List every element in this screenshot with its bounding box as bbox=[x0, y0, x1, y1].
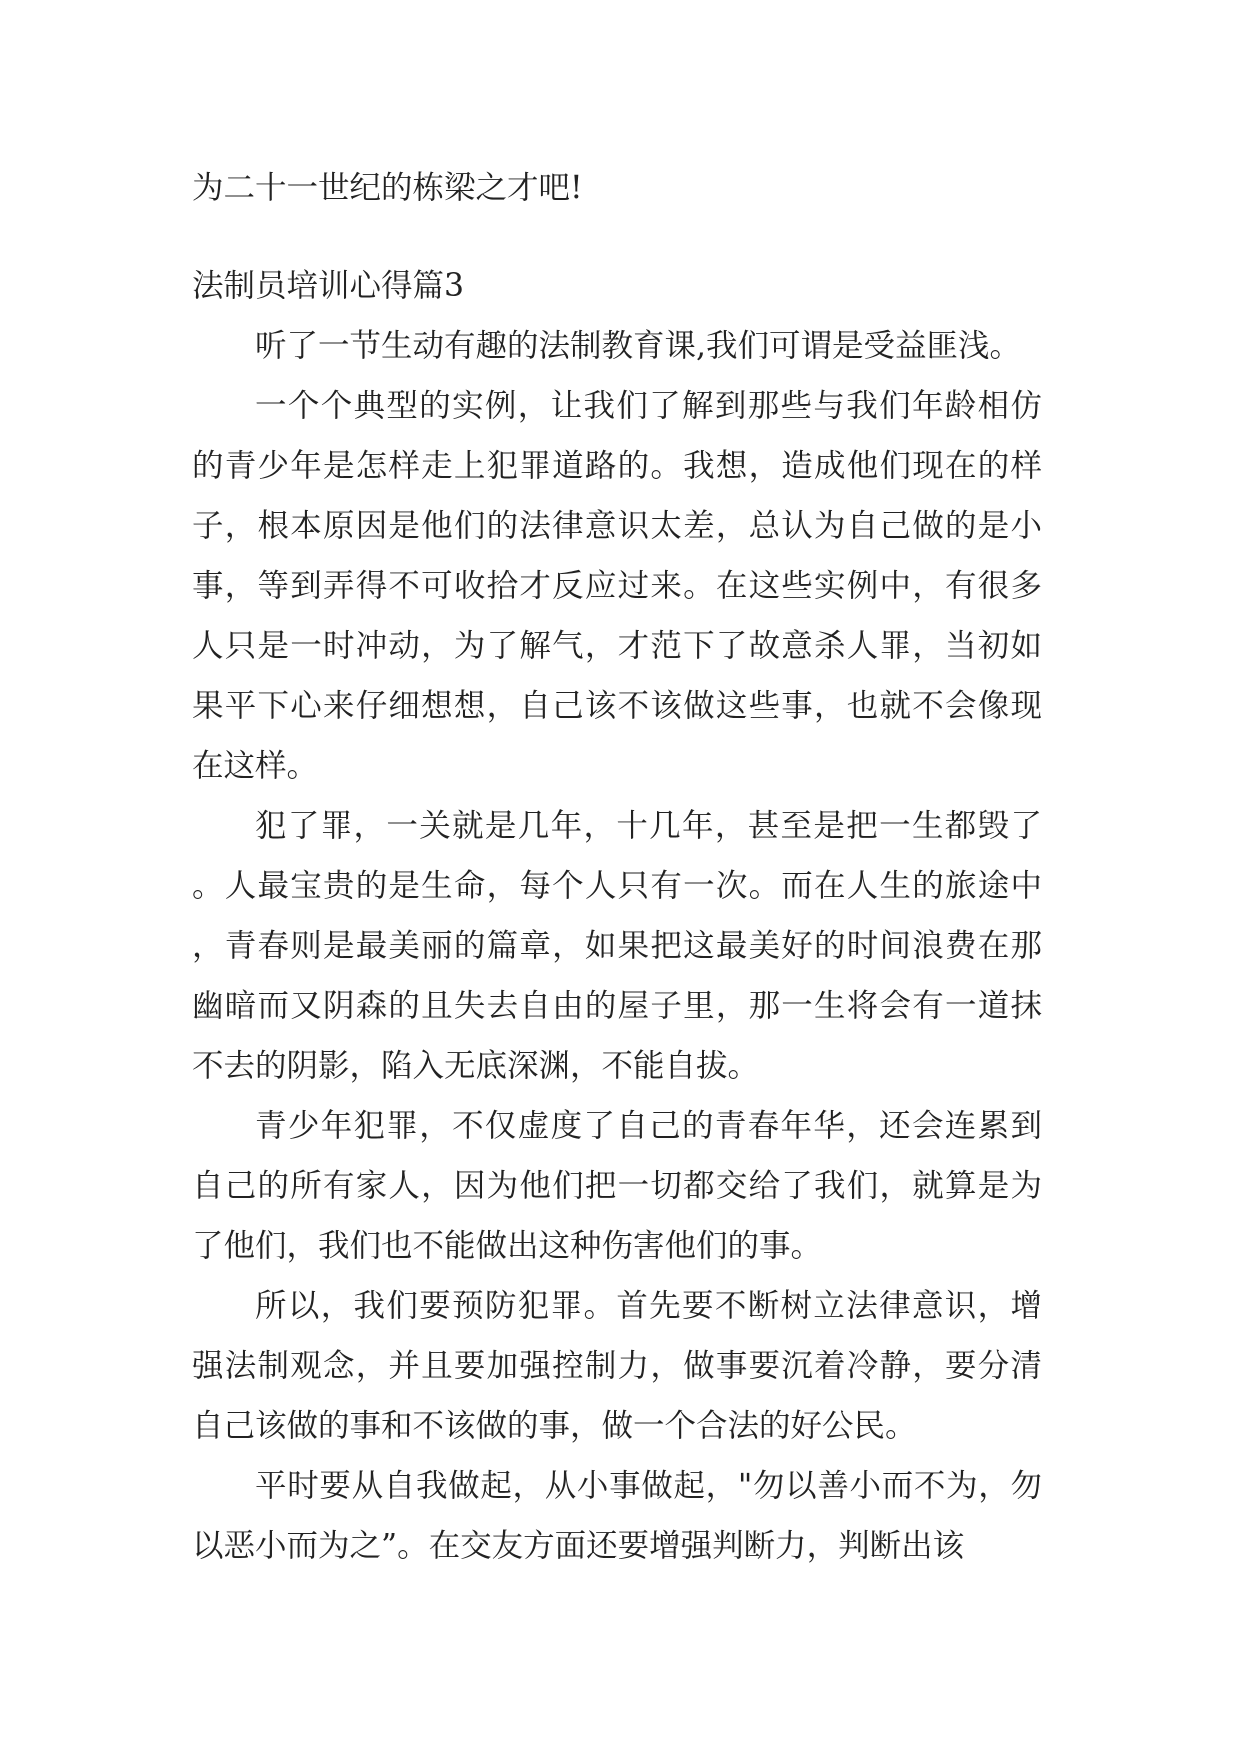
carry-over-text: 为二十一世纪的栋梁之才吧! bbox=[192, 170, 583, 206]
paragraph: 听了一节生动有趣的法制教育课,我们可谓是受益匪浅。 bbox=[255, 328, 1022, 364]
paragraph: 一个个典型的实例，让我们了解到那些与我们年龄相仿的青少年是怎样走上犯罪道路的。我想，造成他们现在的样子，根本原因是他们的法律意识太差，总认为自己做的是小事，等到弄得不可收拾才反应过来。在这些实例中，有很多人只是一时冲动，为了解气，才范下了故意杀人罪，当初如果平下心来仔细想想，自己该不该做这些事，也就不会像现在这样。 bbox=[192, 388, 1042, 784]
paragraph: 犯了罪，一关就是几年，十几年，甚至是把一生都毁了。人最宝贵的是生命，每个人只有一次。而在人生的旅途中，青春则是最美丽的篇章，如果把这最美好的时间浪费在那幽暗而又阴森的且失去自由的屋子里，那一生将会有一道抹不去的阴影，陷入无底深渊，不能自拔。 bbox=[192, 808, 1042, 1084]
section-title: 法制员培训心得篇3 bbox=[192, 268, 465, 304]
paragraph: 青少年犯罪，不仅虚度了自己的青春年华，还会连累到自己的所有家人，因为他们把一切都交给了我们，就算是为了他们，我们也不能做出这种伤害他们的事。 bbox=[192, 1108, 1042, 1264]
paragraph: 平时要从自我做起，从小事做起，"勿以善小而不为，勿以恶小而为之”。在交友方面还要增强判断力，判断出该 bbox=[192, 1468, 1042, 1564]
article-body bbox=[192, 316, 1042, 1576]
paragraph: 所以，我们要预防犯罪。首先要不断树立法律意识，增强法制观念，并且要加强控制力，做事要沉着冷静，要分清自己该做的事和不该做的事，做一个合法的好公民。 bbox=[192, 1288, 1042, 1444]
